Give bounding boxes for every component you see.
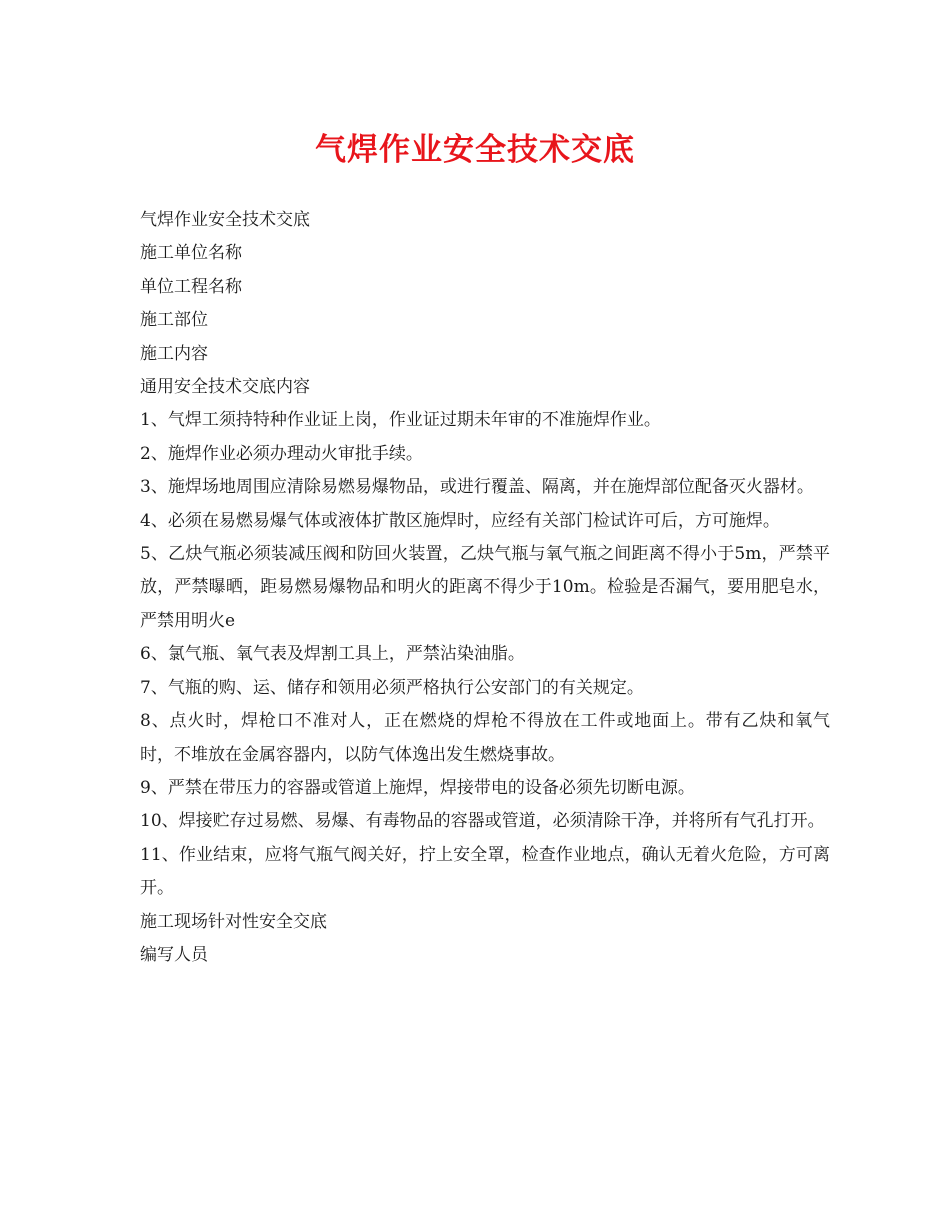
list-item-5: 5、乙炔气瓶必须装减压阀和防回火装置，乙炔气瓶与氧气瓶之间距离不得小于5m，严禁平放，严禁曝晒，距易燃易爆物品和明火的距离不得少于10m。检验是否漏气，要用肥皂水，严禁用明火e: [140, 544, 830, 631]
document-body: [140, 204, 830, 972]
list-item-7: 7、气瓶的购、运、储存和领用必须严格执行公安部门的有关规定。: [140, 677, 644, 698]
list-item-10: 10、焊接贮存过易燃、易爆、有毒物品的容器或管道，必须清除干净，并将所有气孔打开。: [140, 811, 825, 832]
header-line-construction-unit: 施工单位名称: [140, 243, 242, 264]
list-item-9: 9、严禁在带压力的容器或管道上施焊，焊接带电的设备必须先切断电源。: [140, 777, 695, 798]
footer-line-site-specific: 施工现场针对性安全交底: [140, 911, 327, 932]
header-line-project-name: 单位工程名称: [140, 276, 242, 297]
list-item-8: 8、点火时，焊枪口不准对人，正在燃烧的焊枪不得放在工件或地面上。带有乙炔和氧气时，不堆放在金属容器内，以防气体逸出发生燃烧事故。: [140, 711, 830, 765]
list-item-1: 1、气焊工须持特种作业证上岗，作业证过期未年审的不准施焊作业。: [140, 410, 661, 431]
header-line-doc-name: 气焊作业安全技术交底: [140, 210, 310, 230]
footer-line-author: 编写人员: [140, 944, 208, 965]
header-line-construction-content: 施工内容: [140, 343, 208, 364]
list-item-11: 11、作业结束，应将气瓶气阀关好，拧上安全罩，检查作业地点，确认无着火危险，方可离开。: [140, 844, 830, 899]
document-title: 气焊作业安全技术交底: [315, 132, 635, 168]
list-item-2: 2、施焊作业必须办理动火审批手续。: [140, 443, 423, 464]
list-item-4: 4、必须在易燃易爆气体或液体扩散区施焊时，应经有关部门检试许可后，方可施焊。: [140, 510, 780, 531]
list-item-3: 3、施焊场地周围应清除易燃易爆物品，或进行覆盖、隔离，并在施焊部位配备灭火器材。: [140, 477, 814, 498]
header-line-construction-location: 施工部位: [140, 310, 208, 331]
header-line-general-content: 通用安全技术交底内容: [140, 377, 310, 398]
list-item-6: 6、氯气瓶、氧气表及焊割工具上，严禁沾染油脂。: [140, 644, 525, 665]
